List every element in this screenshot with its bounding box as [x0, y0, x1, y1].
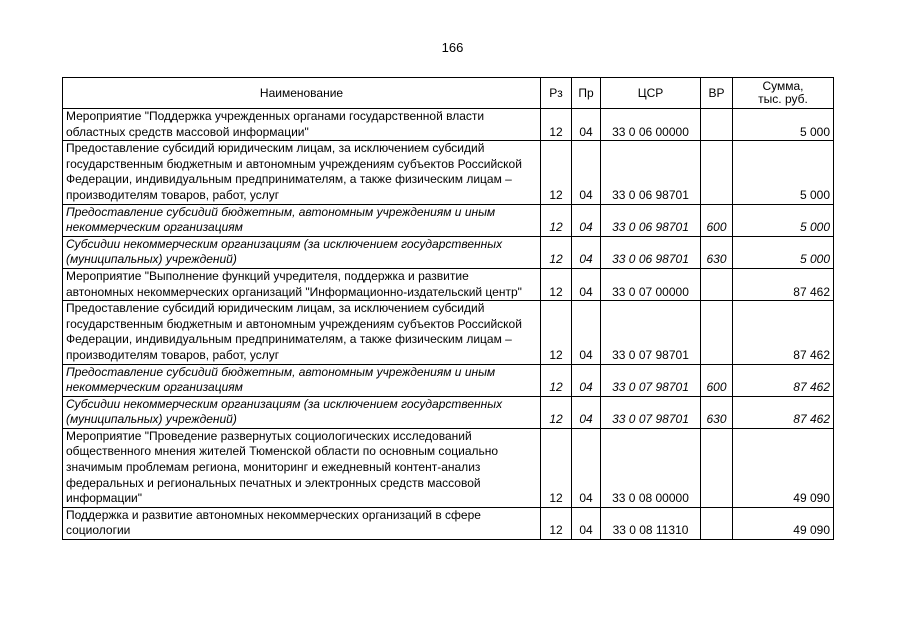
cell-sum: 49 090 [733, 507, 834, 539]
cell-vr [701, 268, 733, 300]
cell-csr: 33 0 06 00000 [601, 109, 701, 141]
cell-vr: 600 [701, 364, 733, 396]
cell-rz: 12 [541, 141, 572, 204]
table-row [63, 364, 834, 396]
cell-pr: 04 [572, 301, 601, 364]
cell-pr: 04 [572, 141, 601, 204]
header-sum [733, 78, 834, 109]
cell-pr: 04 [572, 428, 601, 507]
cell-pr: 04 [572, 109, 601, 141]
table-row [63, 268, 834, 300]
page-number: 166 [441, 40, 464, 55]
cell-sum: 5 000 [733, 236, 834, 268]
table-row [63, 141, 834, 204]
cell-vr [701, 301, 733, 364]
cell-name: Предоставление субсидий юридическим лицам, за исключением субсидий государственным бюджетным и автономным учреждениям субъектов Российской Федерации, индивидуальным предпринимателям, а также физическим лицам – производителям товаров, работ, услуг [63, 301, 541, 364]
cell-name: Субсидии некоммерческим организациям (за исключением государственных (муниципальных) учреждений) [63, 236, 541, 268]
table-row [63, 507, 834, 539]
header-vr: ВР [701, 78, 733, 109]
table-row [63, 109, 834, 141]
cell-vr [701, 428, 733, 507]
cell-vr: 630 [701, 236, 733, 268]
table-row [63, 301, 834, 364]
header-name: Наименование [63, 78, 541, 109]
cell-pr: 04 [572, 396, 601, 428]
cell-sum: 87 462 [733, 268, 834, 300]
table-row [63, 428, 834, 507]
table-row [63, 204, 834, 236]
cell-csr: 33 0 07 98701 [601, 364, 701, 396]
header-sum-line1: Сумма, [762, 79, 804, 93]
cell-name: Предоставление субсидий бюджетным, автономным учреждениям и иным некоммерческим организациям [63, 204, 541, 236]
cell-name: Поддержка и развитие автономных некоммерческих организаций в сфере социологии [63, 507, 541, 539]
cell-csr: 33 0 07 98701 [601, 396, 701, 428]
budget-table [62, 77, 834, 540]
cell-vr [701, 109, 733, 141]
cell-rz: 12 [541, 428, 572, 507]
cell-csr: 33 0 06 98701 [601, 204, 701, 236]
header-pr: Пр [572, 78, 601, 109]
cell-rz: 12 [541, 301, 572, 364]
cell-sum: 5 000 [733, 204, 834, 236]
cell-csr: 33 0 08 00000 [601, 428, 701, 507]
cell-vr: 630 [701, 396, 733, 428]
cell-rz: 12 [541, 507, 572, 539]
cell-name: Мероприятие "Выполнение функций учредителя, поддержка и развитие автономных некоммерческих организаций "Информационно-издательский центр" [63, 268, 541, 300]
cell-name: Предоставление субсидий юридическим лицам, за исключением субсидий государственным бюджетным и автономным учреждениям субъектов Российской Федерации, индивидуальным предпринимателям, а также физическим лицам – производителям товаров, работ, услуг [63, 141, 541, 204]
cell-csr: 33 0 07 00000 [601, 268, 701, 300]
cell-sum: 87 462 [733, 301, 834, 364]
cell-rz: 12 [541, 236, 572, 268]
cell-sum: 87 462 [733, 396, 834, 428]
cell-rz: 12 [541, 268, 572, 300]
header-rz: Рз [541, 78, 572, 109]
cell-sum: 5 000 [733, 141, 834, 204]
cell-csr: 33 0 06 98701 [601, 236, 701, 268]
cell-csr: 33 0 06 98701 [601, 141, 701, 204]
cell-pr: 04 [572, 507, 601, 539]
cell-name: Субсидии некоммерческим организациям (за исключением государственных (муниципальных) учреждений) [63, 396, 541, 428]
table-row [63, 236, 834, 268]
cell-rz: 12 [541, 364, 572, 396]
cell-sum: 87 462 [733, 364, 834, 396]
cell-rz: 12 [541, 396, 572, 428]
cell-rz: 12 [541, 204, 572, 236]
cell-sum: 5 000 [733, 109, 834, 141]
cell-name: Мероприятие "Проведение развернутых социологических исследований общественного мнения жителей Тюменской области по основным социально значимым проблемам региона, мониторинг и ежедневный контент-анализ федеральных и региональных печатных и электронных средств массовой информации" [63, 428, 541, 507]
cell-csr: 33 0 07 98701 [601, 301, 701, 364]
cell-sum: 49 090 [733, 428, 834, 507]
cell-pr: 04 [572, 268, 601, 300]
table-row [63, 396, 834, 428]
cell-vr [701, 141, 733, 204]
cell-name: Мероприятие "Поддержка учрежденных органами государственной власти областных средств массовой информации" [63, 109, 541, 141]
cell-csr: 33 0 08 11310 [601, 507, 701, 539]
cell-vr: 600 [701, 204, 733, 236]
cell-pr: 04 [572, 364, 601, 396]
cell-pr: 04 [572, 236, 601, 268]
cell-rz: 12 [541, 109, 572, 141]
table-header-row [63, 78, 834, 109]
cell-pr: 04 [572, 204, 601, 236]
header-csr: ЦСР [601, 78, 701, 109]
cell-vr [701, 507, 733, 539]
cell-name: Предоставление субсидий бюджетным, автономным учреждениям и иным некоммерческим организациям [63, 364, 541, 396]
header-sum-line2: тыс. руб. [758, 92, 808, 106]
